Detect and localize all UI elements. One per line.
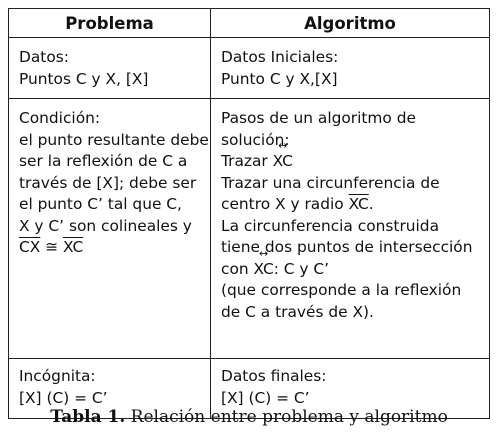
comparison-table (8, 8, 490, 419)
step-interseccion (221, 259, 489, 281)
step-text: La circunferencia construida (221, 216, 440, 235)
cell-text: través de [X]; debe ser (19, 173, 197, 192)
cell-text: Punto C y X,[X] (221, 69, 338, 88)
cell-text: Pasos de un algoritmo de (221, 109, 416, 127)
cell-text: el punto C’ tal que C, (19, 195, 182, 213)
table-caption (0, 407, 498, 427)
header-problema: Problema (9, 9, 211, 38)
step-text: Trazar (221, 152, 268, 170)
cell-text: solución: (221, 130, 290, 149)
cell-text: Condición: (19, 109, 101, 127)
cell-pasos (211, 99, 490, 359)
cell-condicion (9, 99, 211, 359)
cell-text: Datos Iniciales: (221, 48, 339, 66)
segment-xc: $\overline{XC}$ (63, 238, 84, 256)
cell-text: X y C’ son colineales y (19, 216, 192, 235)
cell-text: [X] (C) = C’ (19, 388, 108, 407)
cell-datos (9, 38, 211, 99)
cell-text: [X] (C) = C’ (221, 388, 310, 407)
header-algoritmo: Algoritmo (211, 9, 490, 38)
line-xc: ↔ XC (254, 259, 274, 281)
cell-text: ser la reflexión de C a (19, 152, 188, 170)
line-xc: ↔ XC (273, 151, 293, 173)
congruent-symbol: ≅ (45, 238, 59, 256)
cell-datos-iniciales (211, 38, 490, 99)
caption-label: Tabla 1. (50, 407, 126, 427)
step-trazar (221, 151, 489, 173)
step-text: : C y C’ (273, 259, 330, 278)
step-text: de C a través de X). (221, 302, 374, 321)
step-text: con (221, 259, 249, 278)
cell-text: Puntos C y X, [X] (19, 69, 149, 88)
step-text: tiene dos puntos de intersección (221, 238, 473, 256)
segment-xc: $\overline{XC}$ (348, 195, 369, 213)
segment-cx: $\overline{CX}$ (19, 238, 41, 256)
step-text: Trazar una circunferencia de (221, 173, 440, 192)
step-text: . (368, 195, 374, 213)
cell-text: Incógnita: (19, 367, 96, 385)
step-radio (221, 194, 489, 216)
cell-text: Datos finales: (221, 367, 327, 385)
step-text: centro X y radio (221, 195, 344, 213)
caption-text: Relación entre problema y algoritmo (125, 407, 448, 427)
congruence-formula (19, 237, 210, 259)
step-text: (que corresponde a la reflexión (221, 281, 462, 299)
cell-text: el punto resultante debe (19, 130, 209, 149)
cell-text: Datos: (19, 48, 69, 66)
